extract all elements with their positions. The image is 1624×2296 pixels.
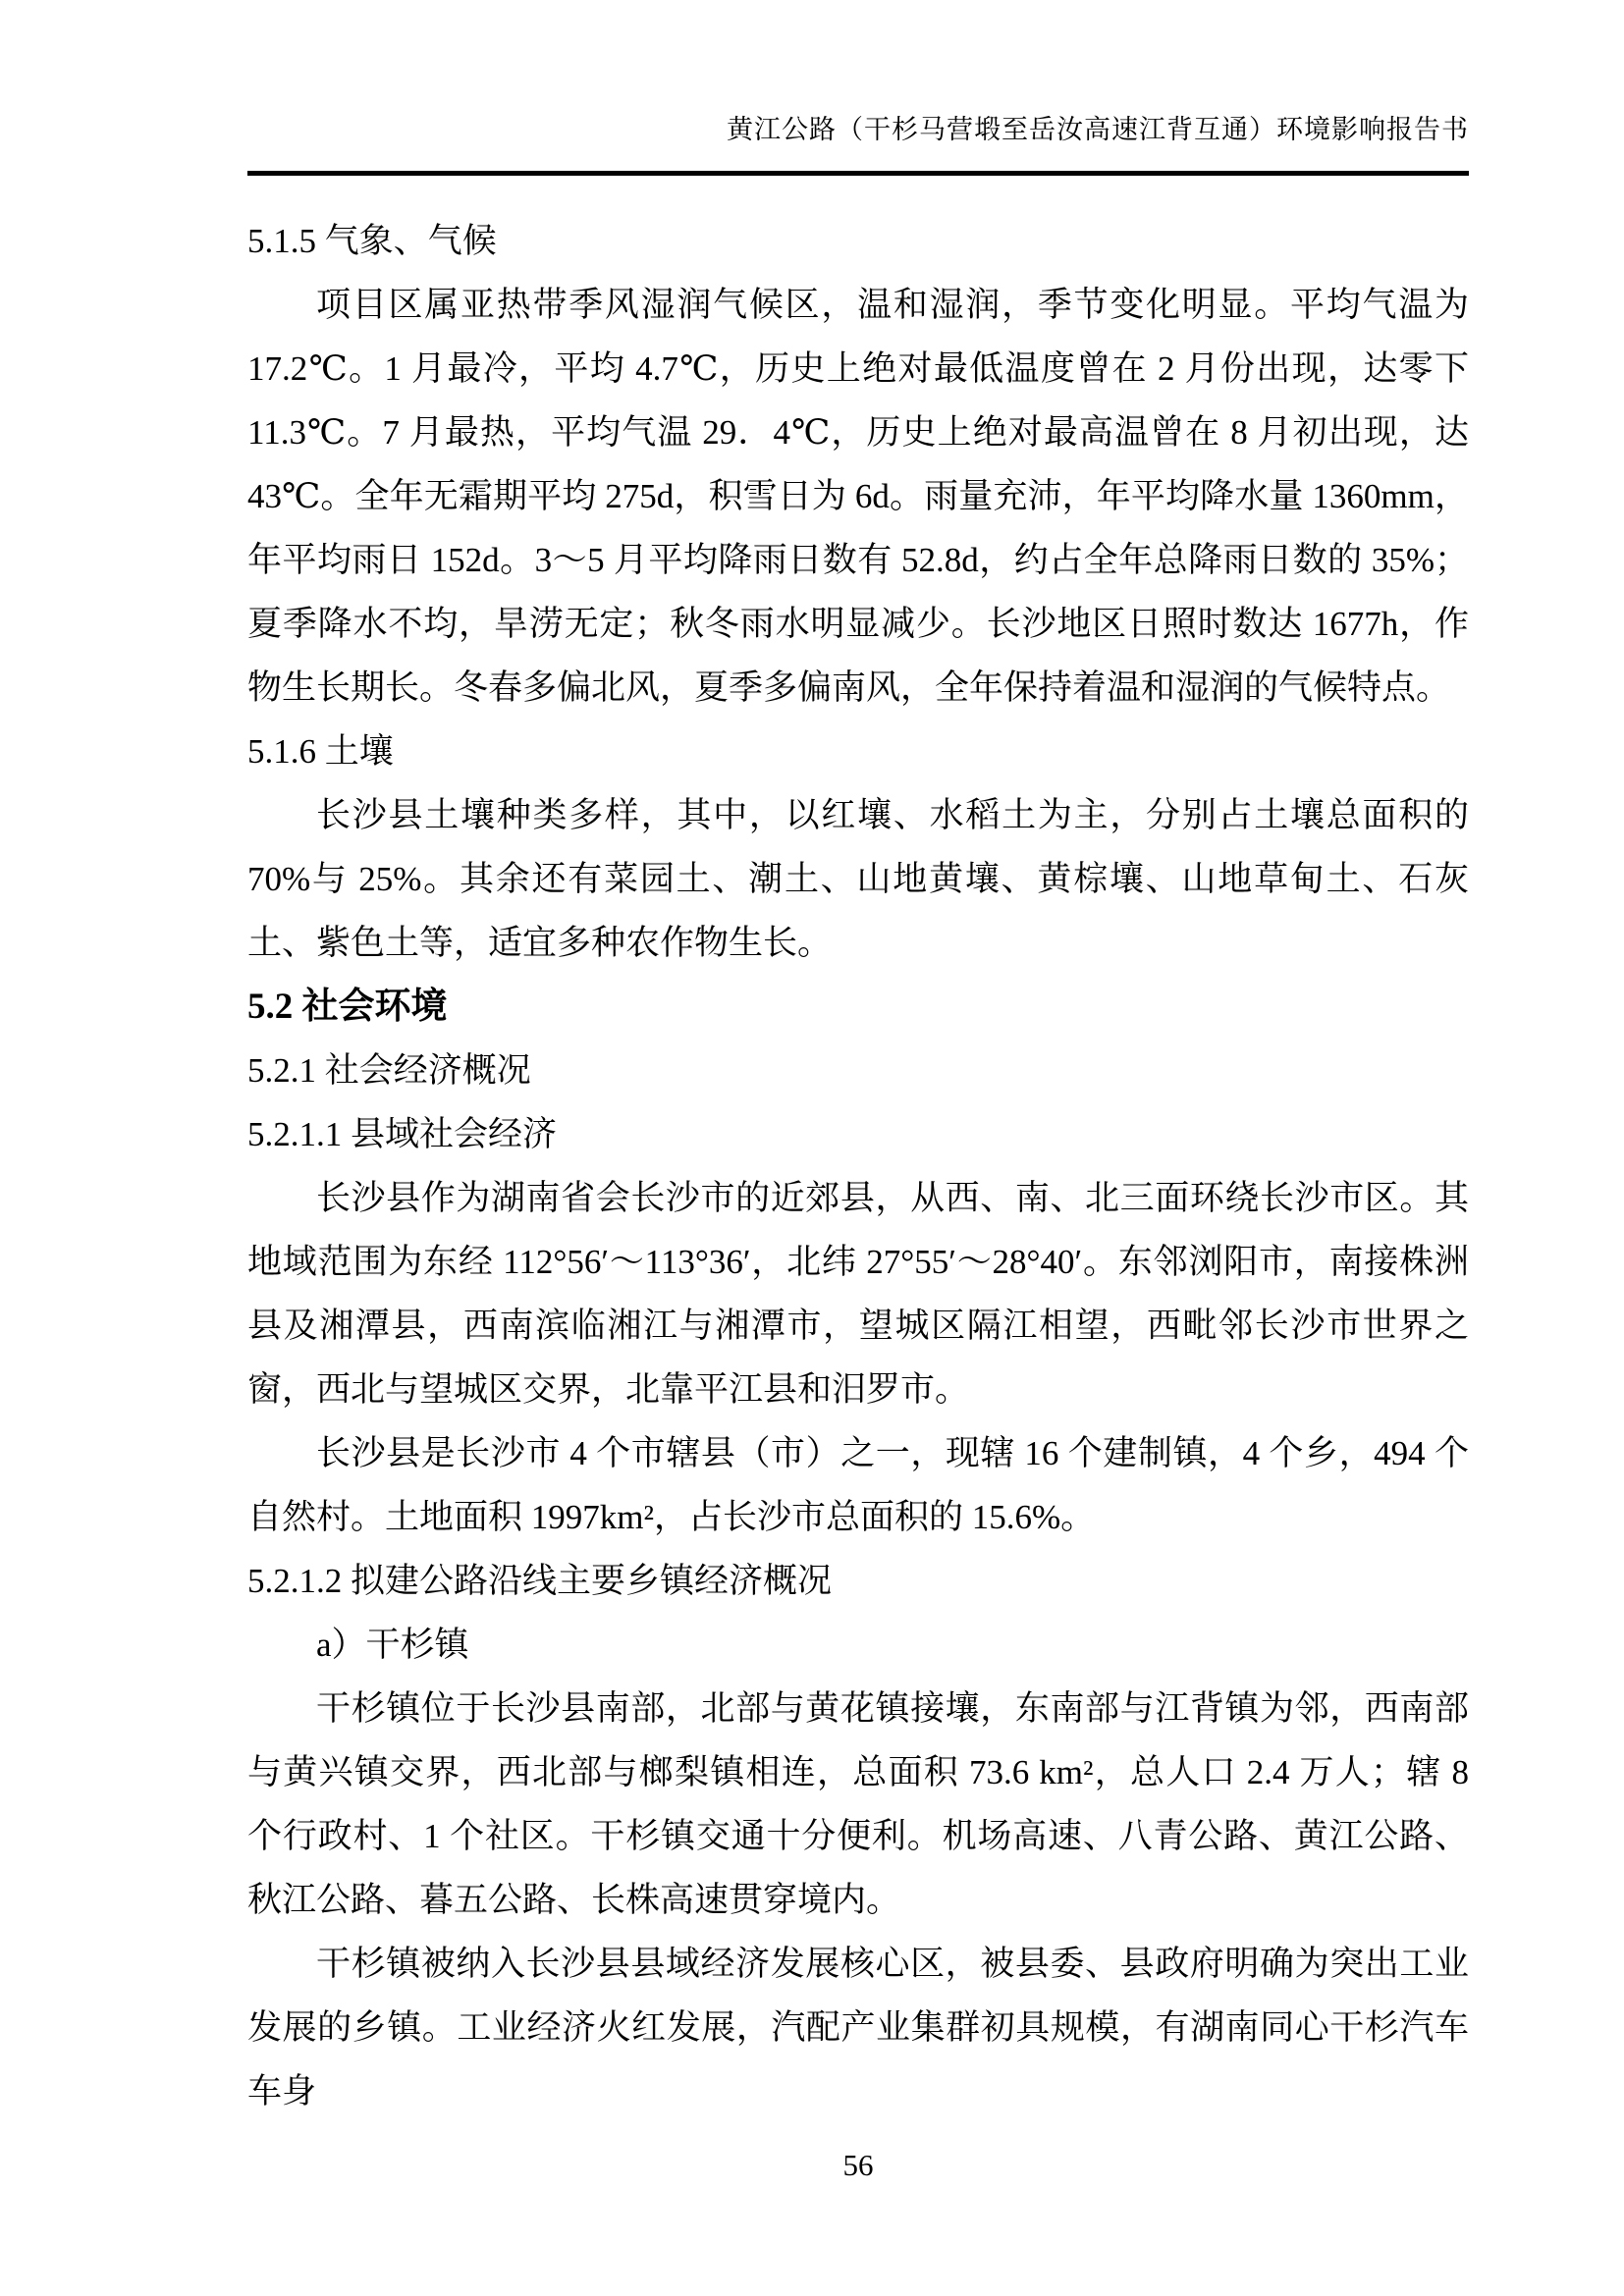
section-heading-5-1-5: 5.1.5 气象、气候 (247, 222, 497, 260)
subheading-ganshan-town: a）干杉镇 (316, 1626, 469, 1664)
page-header-title: 黄江公路（干杉马营塅至岳汝高速江背互通）环境影响报告书 (727, 115, 1469, 144)
header-rule (247, 171, 1469, 176)
section-heading-5-2: 5.2 社会环境 (247, 987, 448, 1027)
document-body (247, 209, 1469, 2123)
paragraph-ganshan-economy: 干杉镇被纳入长沙县县域经济发展核心区，被县委、县政府明确为突出工业发展的乡镇。工业经济火红发展，汽配产业集群初具规模，有湖南同心干杉汽车车身 (247, 1945, 1469, 2110)
paragraph-county-geography: 长沙县作为湖南省会长沙市的近郊县，从西、南、北三面环绕长沙市区。其地域范围为东经 112°56′～113°36′，北纬 27°55′～28°40′。东邻浏阳市，南接株洲县及湘潭县，西南滨临湘江与湘潭市，望城区隔江相望，西毗邻长沙市世界之窗，西北与望城区交界，北靠平江县和汨罗市。 (247, 1179, 1469, 1409)
section-heading-5-2-1-1: 5.2.1.1 县域社会经济 (247, 1115, 558, 1153)
paragraph-climate: 项目区属亚热带季风湿润气候区，温和湿润，季节变化明显。平均气温为 17.2℃。1 月最冷，平均 4.7℃，历史上绝对最低温度曾在 2 月份出现，达零下 11.3℃。7 月最热，平均气温 29．4℃，历史上绝对最高温曾在 8 月初出现，达 43℃。全年无霜期平均 275d，积雪日为 6d。雨量充沛，年平均降水量 1360mm，年平均雨日 152d。3～5 月平均降雨日数有 52.8d，约占全年总降雨日数的 35%；夏季降水不均，旱涝无定；秋冬雨水明显减少。长沙地区日照时数达 1677h，作物生长期长。冬春多偏北风，夏季多偏南风，全年保持着温和湿润的气候特点。 (247, 286, 1469, 707)
paragraph-county-statistics: 长沙县是长沙市 4 个市辖县（市）之一，现辖 16 个建制镇，4 个乡，494 个自然村。土地面积 1997km²，占长沙市总面积的 15.6%。 (247, 1434, 1469, 1536)
section-heading-5-2-1: 5.2.1 社会经济概况 (247, 1051, 531, 1090)
section-heading-5-1-6: 5.1.6 土壤 (247, 732, 394, 771)
paragraph-ganshan-location: 干杉镇位于长沙县南部，北部与黄花镇接壤，东南部与江背镇为邻，西南部与黄兴镇交界，西北部与榔梨镇相连，总面积 73.6 km²，总人口 2.4 万人；辖 8 个行政村、1 个社区。干杉镇交通十分便利。机场高速、八青公路、黄江公路、秋江公路、暮五公路、长株高速贯穿境内。 (247, 1689, 1469, 1919)
paragraph-soil: 长沙县土壤种类多样，其中，以红壤、水稻土为主，分别占土壤总面积的 70%与 25%。其余还有菜园土、潮土、山地黄壤、黄棕壤、山地草甸土、石灰土、紫色土等，适宜多种农作物生长。 (247, 796, 1469, 962)
page-number: 56 (842, 2148, 874, 2182)
section-heading-5-2-1-2: 5.2.1.2 拟建公路沿线主要乡镇经济概况 (247, 1562, 833, 1600)
